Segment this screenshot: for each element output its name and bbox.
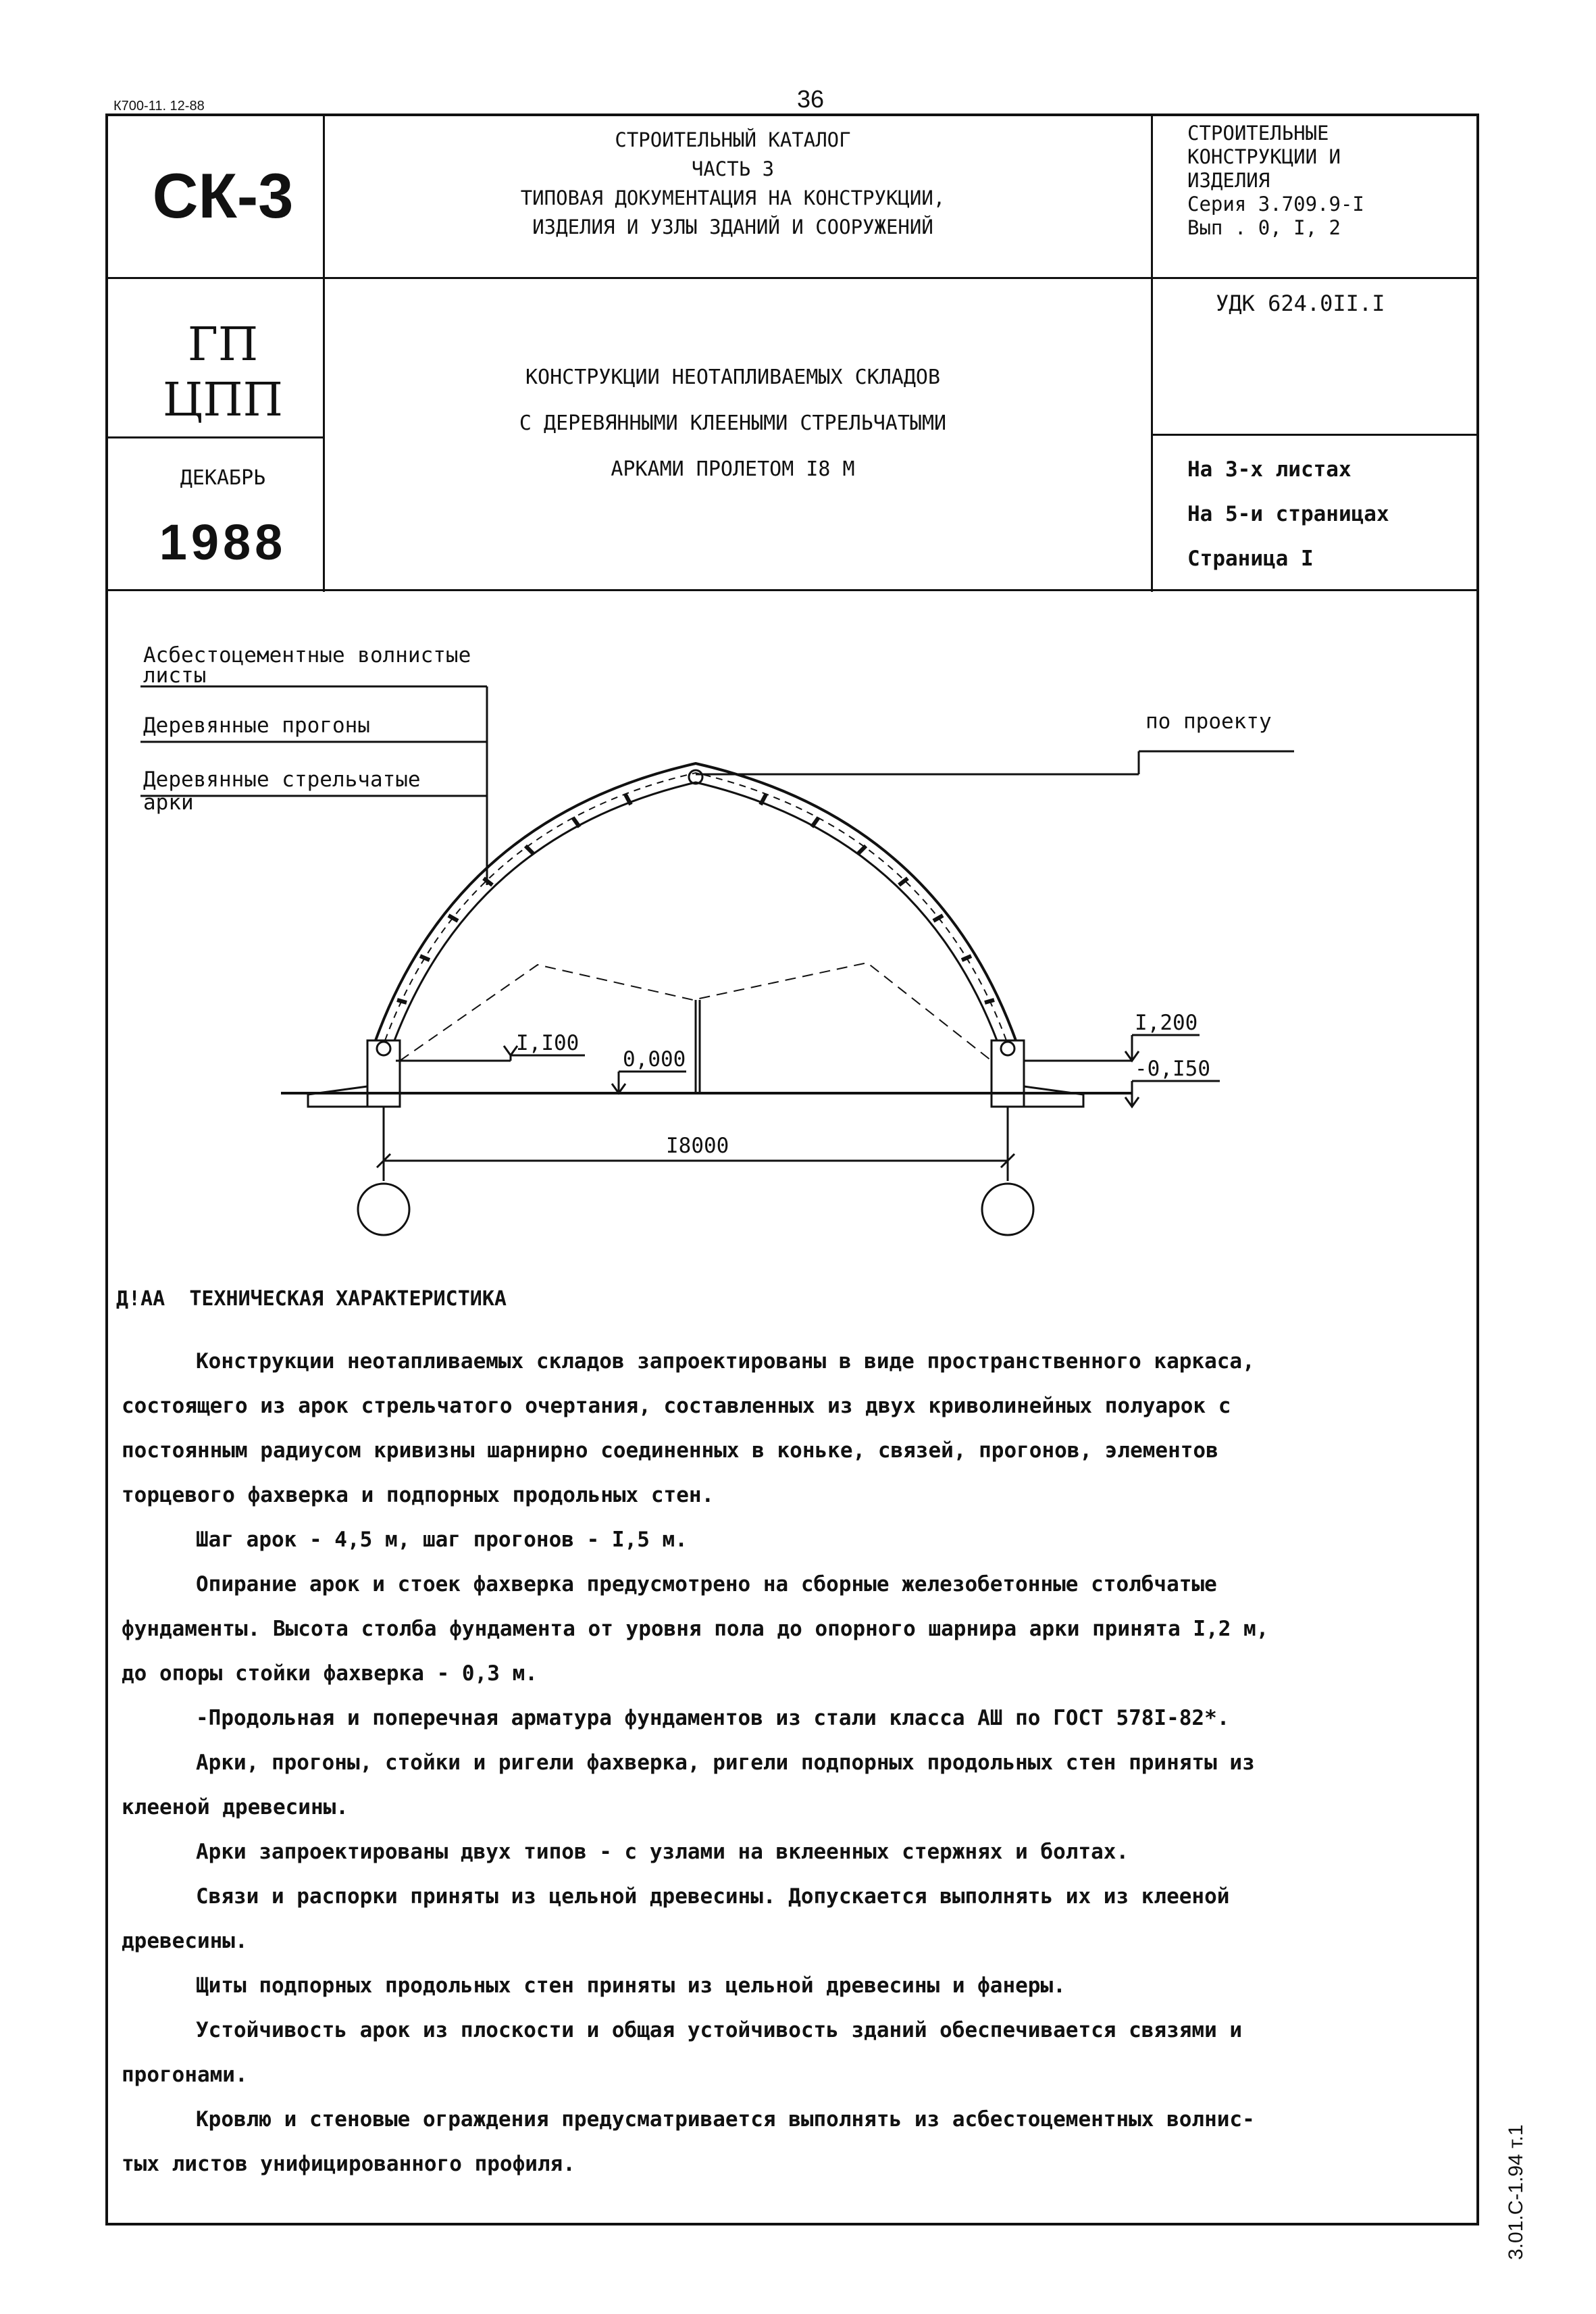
series-line: Серия 3.709.9-I <box>1187 193 1364 216</box>
issue-year: 1988 <box>159 514 287 570</box>
label-arches-2: арки <box>143 790 194 815</box>
elevation-arrow <box>504 1046 517 1055</box>
stamp-divider <box>105 436 324 438</box>
document-title <box>331 355 1135 493</box>
stamp-divider <box>1151 434 1479 436</box>
label-arches: Деревянные стрельчатые <box>143 768 421 792</box>
catalog-line: ЧАСТЬ 3 <box>691 157 775 180</box>
paragraph-line: прогонами. <box>122 2063 248 2087</box>
label-purlins: Деревянные прогоны <box>143 713 370 738</box>
series-info <box>1187 122 1364 240</box>
series-line: КОНСТРУКЦИИ И <box>1187 145 1341 168</box>
label-asbestos-sheets: Асбестоцементные волнистые <box>143 643 471 668</box>
series-line: СТРОИТЕЛЬНЫЕ <box>1187 122 1329 145</box>
paragraph-line: Щиты подпорных продольных стен приняты из цельной древесины и фанеры. <box>196 1973 1066 1998</box>
section-title: ТЕХНИЧЕСКАЯ ХАРАКТЕРИСТИКА <box>189 1287 507 1311</box>
title-line: С ДЕРЕВЯННЫМИ КЛЕЕНЫМИ СТРЕЛЬЧАТЫМИ <box>519 411 947 435</box>
arch-section-drawing <box>105 595 1479 1270</box>
sheet-line: На 5-и страницах <box>1187 502 1389 526</box>
paragraph-line: Арки, прогоны, стойки и ригели фахверка, ригели подпорных продольных стен приняты из <box>196 1751 1255 1775</box>
elevation-right-top: I,200 <box>1135 1011 1198 1035</box>
paragraph-line: постоянным радиусом кривизны шарнирно соединенных в коньке, связей, прогонов, элементов <box>122 1438 1218 1463</box>
right-support <box>992 1040 1024 1107</box>
paragraph-line: тых листов унифицированного профиля. <box>122 2152 575 2176</box>
title-line: АРКАМИ ПРОЛЕТОМ I8 М <box>611 457 855 481</box>
document-code: К700-11. 12-88 <box>113 99 205 114</box>
right-hinge <box>1001 1042 1014 1055</box>
catalog-line: СТРОИТЕЛЬНЫЙ КАТАЛОГ <box>615 128 851 151</box>
left-hinge <box>377 1042 390 1055</box>
page-number: 36 <box>797 85 825 113</box>
paragraph-line: фундаменты. Высота столба фундамента от уровня пола до опорного шарнира арки принята I,2 м, <box>122 1617 1269 1641</box>
sheet-line: На 3-х листах <box>1187 457 1352 482</box>
axis-marker-left <box>358 1184 409 1235</box>
left-support <box>367 1040 400 1107</box>
stamp-divider <box>105 589 1479 591</box>
paragraph-line: -Продольная и поперечная арматура фундаментов из стали класса АШ по ГОСТ 578I-82*. <box>196 1706 1230 1730</box>
section-heading <box>116 1287 507 1311</box>
stamp-divider <box>1151 114 1153 592</box>
span-dimension: I8000 <box>666 1134 729 1158</box>
organization-line: ГП <box>187 318 259 372</box>
paragraph-line: Конструкции неотапливаемых складов запроектированы в виде пространственного каркаса, <box>196 1349 1255 1374</box>
paragraph-line: Опирание арок и стоек фахверка предусмотрено на сборные железобетонные столбчатые <box>196 1572 1217 1596</box>
paragraph-line: древесины. <box>122 1929 248 1953</box>
paragraph-line: Связи и распорки приняты из цельной древесины. Допускается выполнять их из клееной <box>196 1884 1230 1909</box>
paragraph-line: Устойчивость арок из плоскости и общая устойчивость зданий обеспечивается связями и <box>196 2018 1243 2042</box>
stamp-divider <box>105 277 1479 279</box>
catalog-heading <box>331 126 1135 242</box>
stamp-divider <box>323 114 325 592</box>
organization <box>135 318 311 428</box>
paragraph-line: состоящего из арок стрельчатого очертания, составленных из двух криволинейных полуарок с <box>122 1394 1231 1418</box>
sheet-line: Страница I <box>1187 547 1314 571</box>
udk-code: УДК 624.0II.I <box>1216 291 1385 316</box>
title-line: КОНСТРУКЦИИ НЕОТАПЛИВАЕМЫХ СКЛАДОВ <box>525 366 941 389</box>
elevation-right-bottom: -0,I50 <box>1135 1057 1210 1081</box>
paragraph-line: торцевого фахверка и подпорных продольных стен. <box>122 1483 715 1507</box>
issue-month: ДЕКАБРЬ <box>180 466 266 490</box>
paragraph-line: клееной древесины. <box>122 1795 349 1819</box>
paragraph-line: до опоры стойки фахверка - 0,3 м. <box>122 1661 538 1686</box>
side-note: 3.01.С-1.94 т.1 <box>1505 2124 1527 2260</box>
organization-line: ЦПП <box>163 374 283 427</box>
label-project: по проекту <box>1145 709 1272 734</box>
catalog-line: ИЗДЕЛИЯ И УЗЛЫ ЗДАНИЙ И СООРУЖЕНИЙ <box>532 216 933 238</box>
sheet-count <box>1187 447 1389 581</box>
catalog-line: ТИПОВАЯ ДОКУМЕНТАЦИЯ НА КОНСТРУКЦИИ, <box>520 186 946 209</box>
catalog-code: СК-3 <box>152 160 294 231</box>
elevation-left: I,I00 <box>516 1031 580 1055</box>
left-foundation <box>308 1086 367 1107</box>
paragraph-line: Арки запроектированы двух типов - с узлами на вклеенных стержнях и болтах. <box>196 1840 1129 1864</box>
arch-outer <box>376 763 1016 1040</box>
axis-marker-right <box>982 1184 1033 1235</box>
paragraph-line: Шаг арок - 4,5 м, шаг прогонов - I,5 м. <box>196 1528 688 1552</box>
series-line: ИЗДЕЛИЯ <box>1187 169 1270 192</box>
series-line: Вып . 0, I, 2 <box>1187 216 1341 239</box>
label-asbestos-sheets-2: листы <box>143 663 207 688</box>
technical-description <box>122 1339 1445 2186</box>
section-prefix: Д!АА <box>116 1287 165 1311</box>
elevation-zero: 0,000 <box>623 1047 686 1072</box>
paragraph-line: Кровлю и стеновые ограждения предусматривается выполнять из асбестоцементных волнис- <box>196 2107 1255 2132</box>
right-foundation <box>1024 1086 1083 1107</box>
